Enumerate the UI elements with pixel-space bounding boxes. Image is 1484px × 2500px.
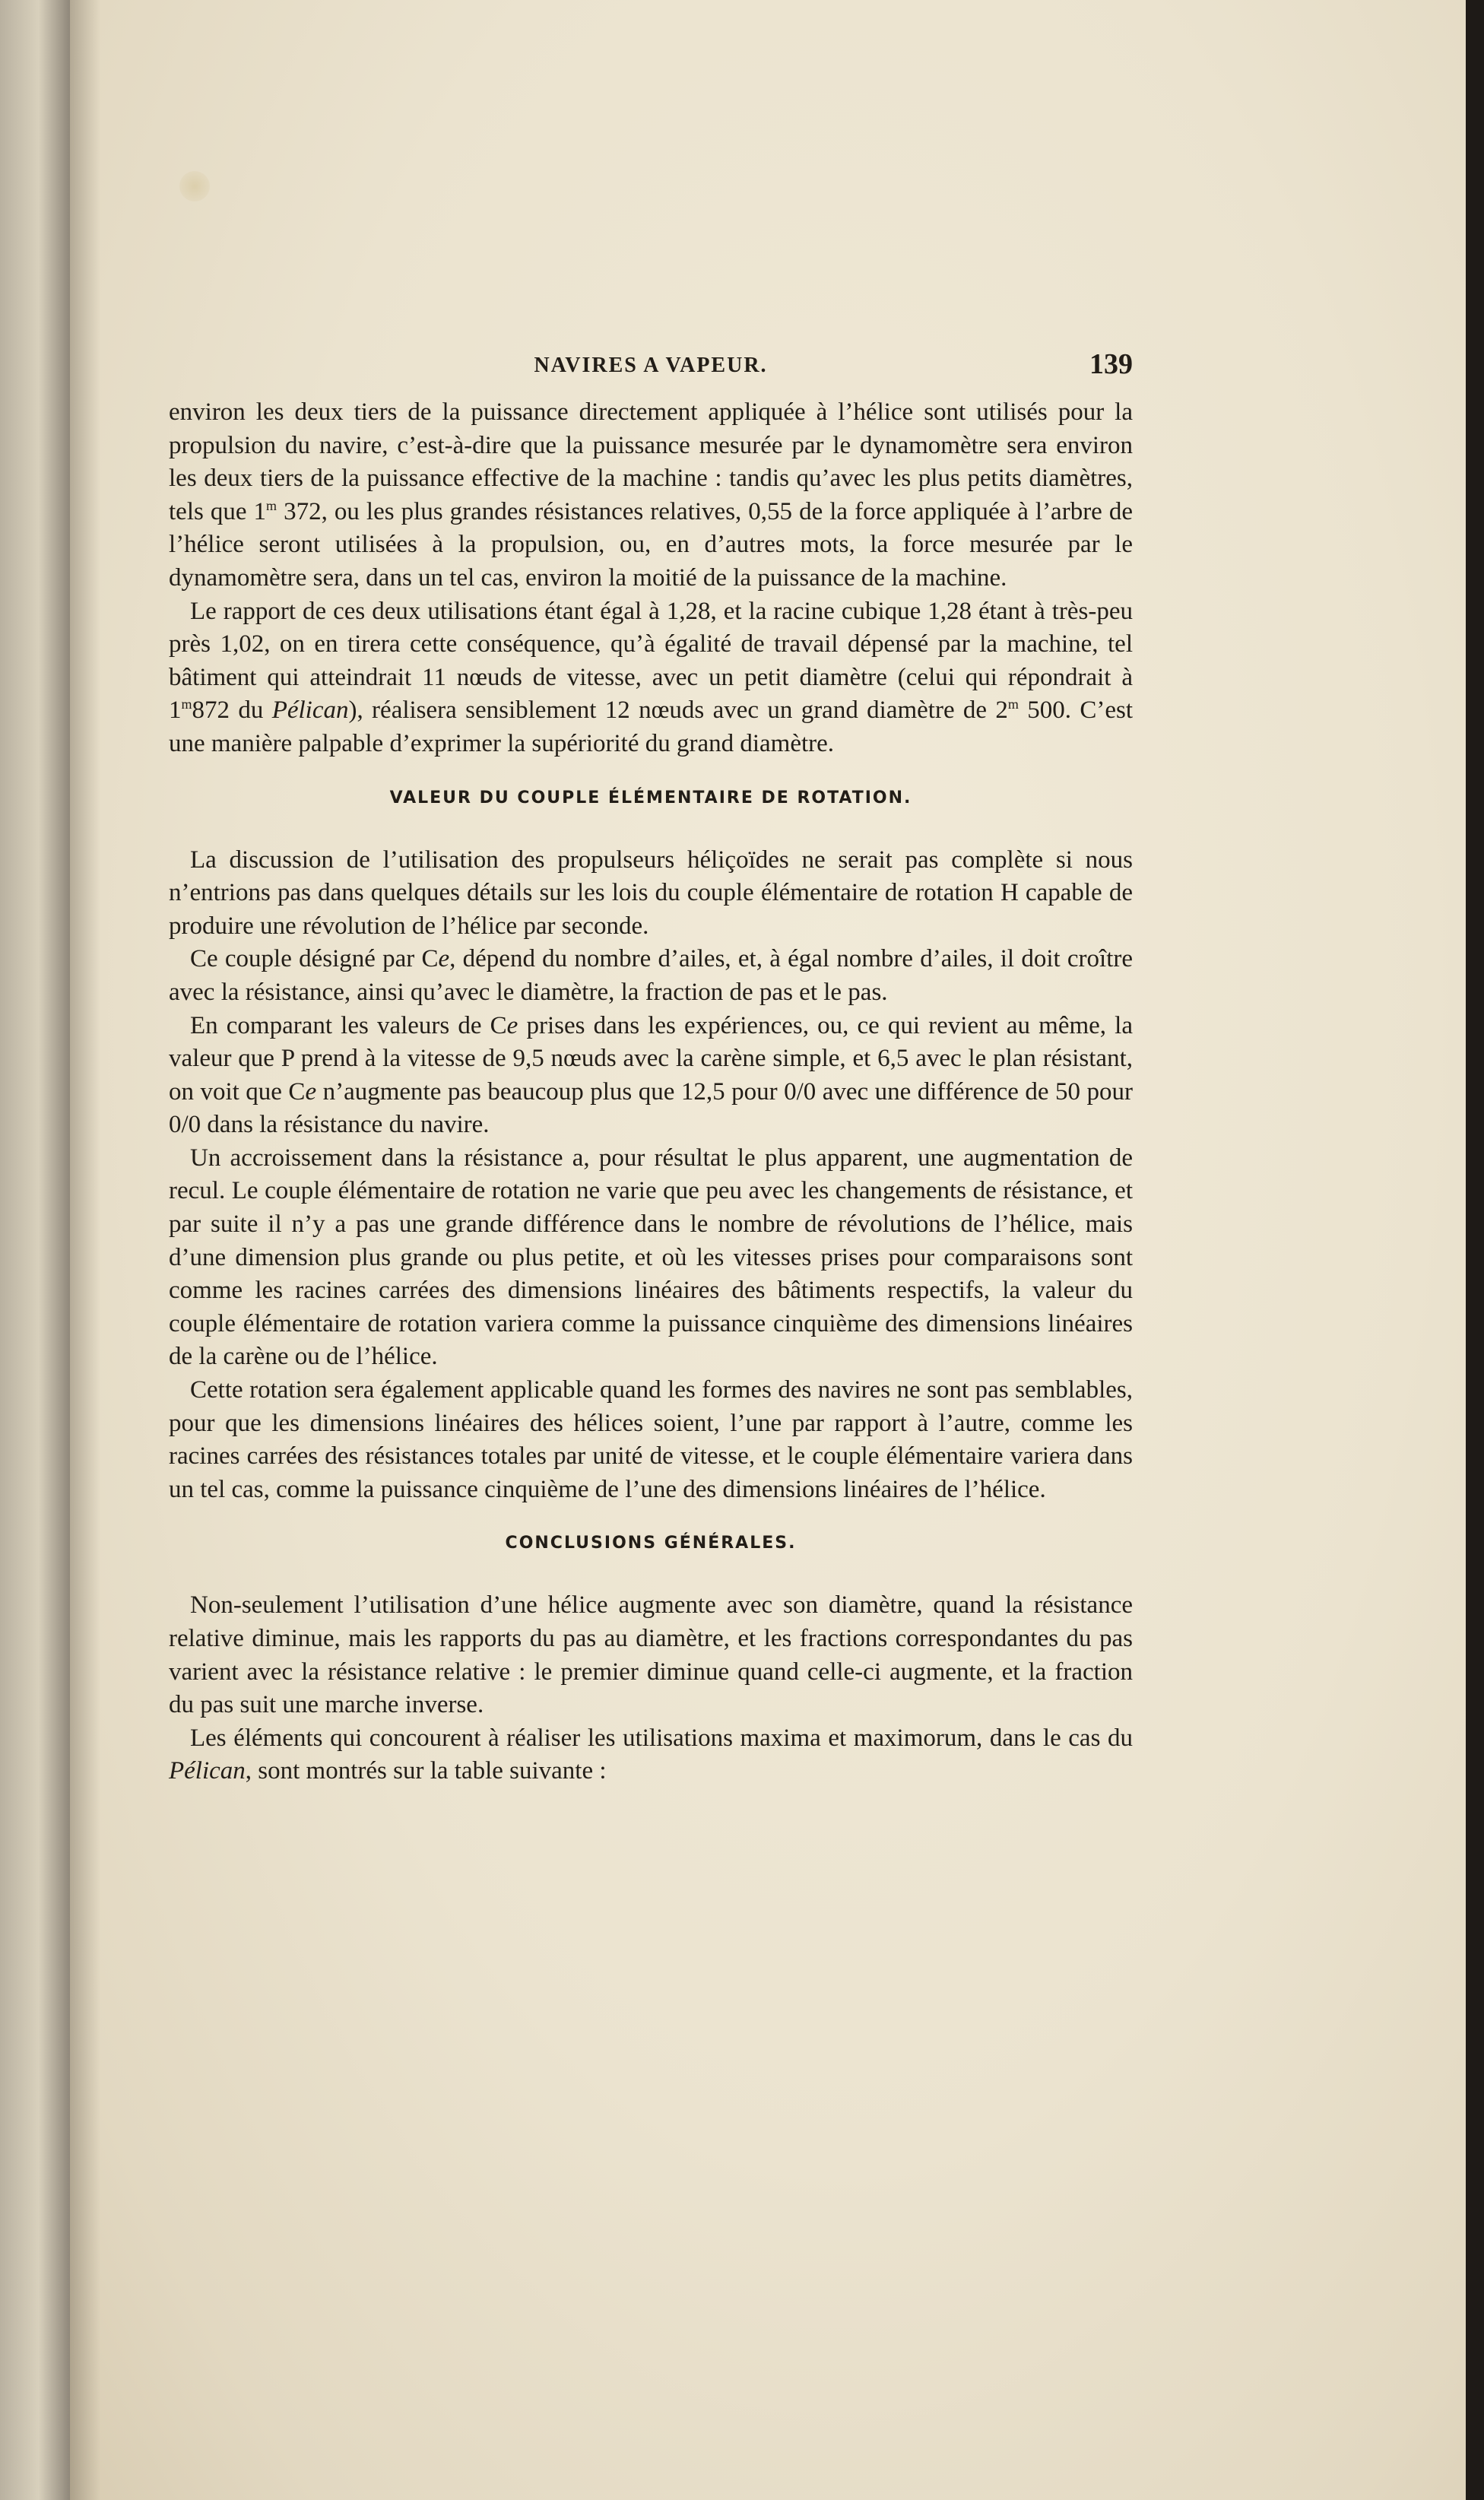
paragraph-3: La discussion de l’utilisation des propulseurs héliçoïdes ne serait pas complète si nous n’entrions pas dans quelques détails sur les lois du couple élémentaire de rotation H capable de produire une révolution de l’hélice par seconde. [169, 845, 1133, 940]
paragraph-4 [169, 943, 1133, 1009]
paragraph-5 [169, 1010, 1133, 1142]
paragraph-5-text-c: n’augmente pas beaucoup plus que 12,5 pour 0/0 avec une différence de 50 pour 0/0 dans la résistance du navire. [169, 1077, 1133, 1139]
paragraph-4-text-b: , dépend du nombre d’ailes, et, à égal nombre d’ailes, il doit croître avec la résistance, ainsi qu’avec le diamètre, la fraction de pas et le pas. [169, 945, 1133, 1006]
paragraph-2-text-b: 872 du [192, 696, 272, 725]
facing-page-edge [0, 0, 70, 2500]
paragraph-4-text-a: Ce couple désigné par C [190, 945, 439, 973]
paragraph-2-text-a: Le rapport de ces deux utilisations étant égal à 1,28, et la racine cubique 1,28 étant à très-peu près 1,02, on en tirera cette conséquence, qu’à égalité de travail dépensé par la machine, tel bâtiment qui atteindrait 11 nœuds de vitesse, avec un petit diamètre (celui qui répondrait à 1 [169, 597, 1133, 725]
section-heading-valeur: VALEUR DU COUPLE ÉLÉMENTAIRE DE ROTATION. [389, 788, 912, 807]
paragraph-1-text-a: environ les deux tiers de la puissance directement appliquée à l’hélice sont utilisés pour la propulsion du navire, c’est-à-dire que la puissance mesurée par le dynamomètre sera environ les deux tiers de la puissance effective de la machine : tandis qu’avec les plus petits diamètres, tels que 1 [169, 398, 1133, 525]
paragraph-2 [169, 595, 1133, 761]
paragraph-1-text-b: 372, ou les plus grandes résistances relatives, 0,55 de la force appliquée à l’arbre de l’hélice seront utilisées à la propulsion, ou, en d’autres mots, la force mesurée par le dynamomètre sera, dans un tel cas, environ la moitié de la puissance de la machine. [169, 497, 1134, 592]
paragraph-1 [169, 396, 1133, 595]
page-gutter-shadow [70, 0, 100, 2500]
paragraph-6: Un accroissement dans la résistance a, pour résultat le plus apparent, une augmentation de recul. Le couple élémentaire de rotation ne varie que peu avec les changements de résistance, et par suite il n’y a pas une grande différence dans le nombre de révolutions de l’hélice, mais d’une dimension plus grande ou plus petite, et où les vitesses prises pour comparaisons sont comme les racines carrées des dimensions linéaires des bâtiments respectifs, la valeur du couple élémentaire de rotation variera comme la puissance cinquième des dimensions linéaires de la carène ou de l’hélice. [169, 1144, 1133, 1371]
paragraph-5-text-b: prises dans les expériences, ou, ce qui revient au même, la valeur que P prend à la vitesse de 9,5 nœuds avec la carène simple, et 6,5 avec le plan résistant, on voit que C [169, 1011, 1133, 1106]
symbol-e: e [506, 1011, 518, 1039]
running-head [169, 346, 1133, 389]
running-head-title: NAVIRES A VAPEUR. [534, 354, 768, 377]
paragraph-2-text-c: ), réalisera sensiblement 12 nœuds avec un grand diamètre de 2 [348, 696, 1008, 725]
paragraph-9-text-a: Les éléments qui concourent à réaliser les utilisations maxima et maximorum, dans le cas du [190, 1724, 1133, 1752]
section-heading-conclusions: CONCLUSIONS GÉNÉRALES. [505, 1534, 797, 1553]
unit-superscript: m [266, 497, 277, 513]
paragraph-5-text-a: En comparant les valeurs de C [190, 1011, 507, 1039]
page-text-block [169, 346, 1133, 1788]
paragraph-9-text-b: , sont montrés sur la table suivante : [245, 1757, 607, 1785]
ship-name: Pélican [271, 696, 349, 725]
paragraph-2-text-d: 500. C’est une manière palpable d’exprimer la supériorité du grand diamètre. [169, 696, 1133, 757]
paragraph-9 [169, 1722, 1133, 1788]
page-number: 139 [1089, 348, 1133, 380]
symbol-e: e [305, 1077, 317, 1106]
paragraph-8: Non-seulement l’utilisation d’une hélice augmente avec son diamètre, quand la résistance relative diminue, mais les rapports du pas au diamètre, et les fractions correspondantes du pas varient avec la résistance relative : le premier diminue quand celle-ci augmente, et la fraction du pas suit une marche inverse. [169, 1591, 1133, 1719]
paper-stain [179, 171, 210, 201]
symbol-e: e [438, 945, 450, 973]
unit-superscript: m [181, 696, 192, 712]
paragraph-7: Cette rotation sera également applicable quand les formes des navires ne sont pas semblables, pour que les dimensions linéaires des hélices soient, l’une par rapport à l’autre, comme les racines carrées des résistances totales par unité de vitesse, et le couple élémentaire variera dans un tel cas, comme la puissance cinquième de l’une des dimensions linéaires de l’hélice. [169, 1376, 1133, 1503]
unit-superscript: m [1007, 696, 1019, 712]
ship-name: Pélican [169, 1757, 246, 1785]
